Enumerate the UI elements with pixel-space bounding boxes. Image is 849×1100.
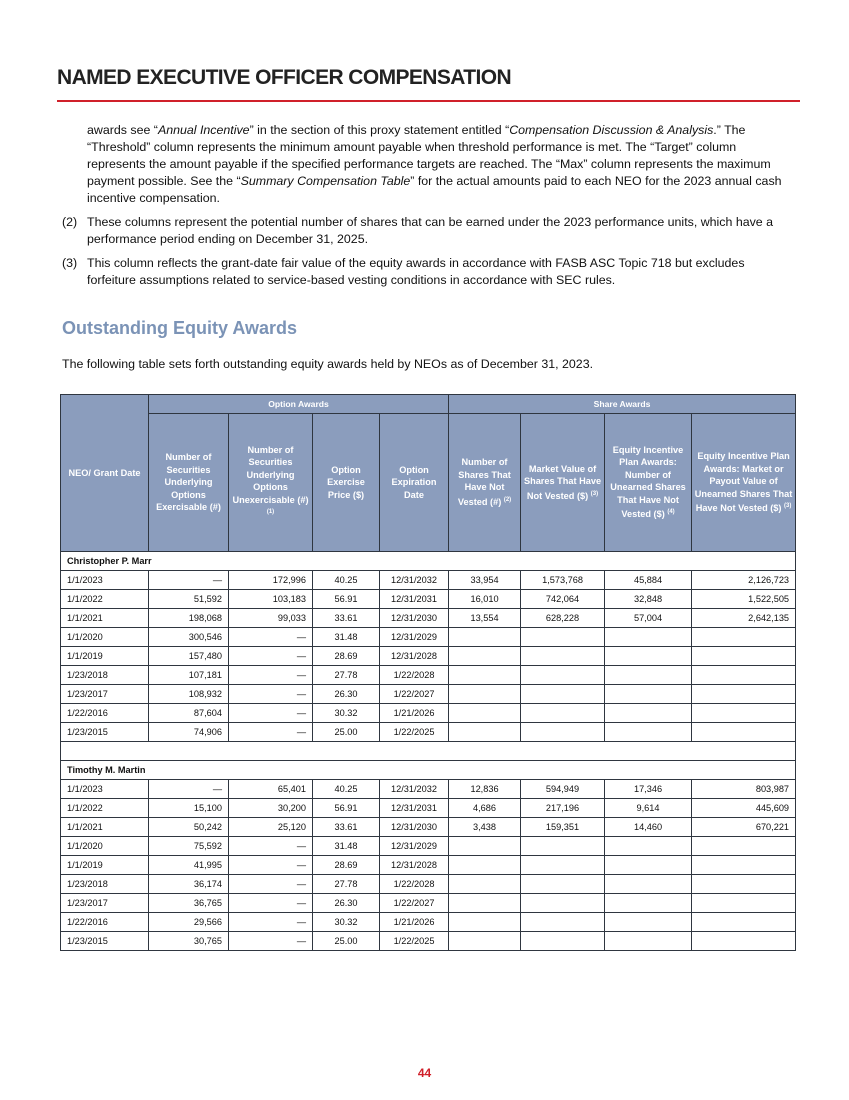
table-cell [692,894,796,913]
table-cell [605,856,692,875]
table-cell: 628,228 [521,609,605,628]
page-header-title: NAMED EXECUTIVE OFFICER COMPENSATION [57,66,512,89]
table-cell: 30.32 [313,913,380,932]
table-cell: 217,196 [521,799,605,818]
table-cell: 12/31/2029 [380,628,449,647]
table-cell: 14,460 [605,818,692,837]
table-cell: 40.25 [313,571,380,590]
footnote-2 [62,214,790,255]
table-cell [449,913,521,932]
col-header-text: Number of Securities Underlying Options Unexercisable (#) [232,444,309,505]
table-cell: 159,351 [521,818,605,837]
spacer-cell [61,742,796,761]
table-cell [692,932,796,951]
table-cell: 1/23/2015 [61,932,149,951]
table-cell: 198,068 [149,609,229,628]
footnote-ref: (4) [667,509,675,516]
table-cell [605,647,692,666]
table-cell: 1/21/2026 [380,704,449,723]
table-cell: 51,592 [149,590,229,609]
table-row [61,837,796,856]
footnote-text: ” for the actual amounts paid to each NEO for the 2023 annual cash incentive compensation. [87,174,782,205]
table-row [61,780,796,799]
table-cell: 1/22/2028 [380,666,449,685]
table-cell [521,932,605,951]
table-row [61,856,796,875]
table-cell: 31.48 [313,628,380,647]
table-cell: 12/31/2032 [380,780,449,799]
footnote-number: (2) [62,215,78,229]
table-cell [449,723,521,742]
table-cell: 1/23/2015 [61,723,149,742]
col-header-unearned-number [605,414,692,552]
col-header-not-vested [449,414,521,552]
table-cell: 25,120 [229,818,313,837]
table-cell [521,856,605,875]
table-cell: 1/23/2018 [61,875,149,894]
section-intro: The following table sets forth outstanding equity awards held by NEOs as of December 31, 2023. [62,357,594,371]
table-cell: — [229,666,313,685]
table-cell: 30,200 [229,799,313,818]
footnote-number: (3) [62,256,78,270]
table-cell: 27.78 [313,875,380,894]
table-cell: 172,996 [229,571,313,590]
footnote-ref: (2) [503,496,512,503]
table-row [61,685,796,704]
col-header-unearned-value [692,414,796,552]
table-cell [605,704,692,723]
table-cell: 33.61 [313,818,380,837]
table-cell: 36,174 [149,875,229,894]
table-cell: 25.00 [313,932,380,951]
table-cell: 12/31/2028 [380,856,449,875]
table-cell: 1,573,768 [521,571,605,590]
table-cell: 17,346 [605,780,692,799]
footnote-italic: Compensation Discussion & Analysis [509,123,714,137]
table-row [61,932,796,951]
table-cell: 1/1/2019 [61,856,149,875]
table-cell: 1/22/2027 [380,894,449,913]
table-cell: 15,100 [149,799,229,818]
table-cell: 12,836 [449,780,521,799]
table-cell [692,723,796,742]
table-cell: 1,522,505 [692,590,796,609]
col-header-exercisable: Number of Securities Underlying Options Exercisable (#) [149,414,229,552]
footnote-ref: (3) [784,503,792,510]
table-cell [692,875,796,894]
table-cell [449,628,521,647]
footnote-1-continuation [62,122,790,207]
table-cell [605,628,692,647]
table-cell: 87,604 [149,704,229,723]
table-cell [521,723,605,742]
table-cell: 742,064 [521,590,605,609]
table-cell [692,913,796,932]
footnote-italic: Annual Incentive [157,123,250,137]
footnote-ref: (3) [590,490,599,497]
table-cell [449,704,521,723]
table-row [61,818,796,837]
table-cell: 30,765 [149,932,229,951]
table-cell: 56.91 [313,590,380,609]
table-cell: 75,592 [149,837,229,856]
table-cell [605,913,692,932]
table-cell: 12/31/2030 [380,609,449,628]
table-cell: 1/21/2026 [380,913,449,932]
table-cell [521,647,605,666]
table-cell: 29,566 [149,913,229,932]
table-cell: 50,242 [149,818,229,837]
table-row [61,609,796,628]
table-cell [449,647,521,666]
table-cell: — [149,571,229,590]
table-cell [692,628,796,647]
table-row [61,571,796,590]
table-cell [692,685,796,704]
footnote-text: awards see “ [87,123,158,137]
table-row [61,723,796,742]
table-cell [449,666,521,685]
page-number: 44 [417,1066,432,1080]
table-cell: 1/22/2025 [380,723,449,742]
table-cell: 2,642,135 [692,609,796,628]
table-cell: 45,884 [605,571,692,590]
table-cell [605,875,692,894]
neo-name: Timothy M. Martin [61,761,796,780]
neo-name: Christopher P. Marr [61,552,796,571]
table-cell [692,856,796,875]
table-cell [605,685,692,704]
neo-name-row [61,552,796,571]
table-cell: 300,546 [149,628,229,647]
group-header-share-awards: Share Awards [449,395,796,414]
table-cell: 33,954 [449,571,521,590]
table-cell [521,875,605,894]
table-cell: 1/23/2017 [61,685,149,704]
table-cell [605,894,692,913]
table-cell: 26.30 [313,894,380,913]
table-cell: 3,438 [449,818,521,837]
col-header-exercise-price: Option Exercise Price ($) [313,414,380,552]
header-divider [57,100,800,102]
table-cell: 670,221 [692,818,796,837]
table-cell: 1/1/2020 [61,837,149,856]
table-cell: 103,183 [229,590,313,609]
table-row [61,704,796,723]
table-cell: — [229,685,313,704]
table-row [61,628,796,647]
table-cell: 1/1/2022 [61,799,149,818]
table-cell [521,894,605,913]
table-cell: 1/23/2017 [61,894,149,913]
table-row [61,913,796,932]
table-cell: 1/1/2023 [61,571,149,590]
table-cell [692,837,796,856]
table-cell: 28.69 [313,647,380,666]
table-cell: 12/31/2031 [380,590,449,609]
table-cell: — [229,837,313,856]
table-cell: 594,949 [521,780,605,799]
table-cell: 31.48 [313,837,380,856]
table-cell: — [229,647,313,666]
table-cell: 1/1/2021 [61,818,149,837]
table-cell: 1/22/2027 [380,685,449,704]
table-cell: 65,401 [229,780,313,799]
table-body [61,552,796,951]
table-cell: 36,765 [149,894,229,913]
table-cell: 99,033 [229,609,313,628]
table-cell [692,647,796,666]
table-cell: — [229,723,313,742]
table-row [61,666,796,685]
table-cell [605,837,692,856]
col-header-neo: NEO/ Grant Date [61,395,149,552]
table-cell [521,837,605,856]
table-cell: — [229,913,313,932]
col-header-market-value [521,414,605,552]
col-header-text: Equity Incentive Plan Awards: Market or Payout Value of Unearned Shares That Have Not Vested ($) [694,451,793,514]
table-cell: 28.69 [313,856,380,875]
table-cell: 41,995 [149,856,229,875]
table-cell [449,685,521,704]
table-cell [449,875,521,894]
table-cell: 1/22/2016 [61,913,149,932]
table-cell: 108,932 [149,685,229,704]
table-cell [449,932,521,951]
table-cell: — [229,894,313,913]
group-header-option-awards: Option Awards [149,395,449,414]
table-cell: 1/1/2022 [61,590,149,609]
table-cell [521,704,605,723]
table-cell: 33.61 [313,609,380,628]
table-cell: 157,480 [149,647,229,666]
col-header-unexercisable [229,414,313,552]
table-cell: 107,181 [149,666,229,685]
table-cell: — [149,780,229,799]
footnote-text: ” in the section of this proxy statement entitled “ [249,123,510,137]
footnote-3 [62,255,790,296]
table-cell: 1/22/2028 [380,875,449,894]
table-cell [521,685,605,704]
table-cell: 803,987 [692,780,796,799]
footnote-text: .” The “Threshold” column represents the minimum amount payable when threshold performance is met. The “Target” column represents the amount payable if the specified performance targets are reached. The “Max” column represents the maximum payment possible. See the “ [87,123,771,188]
table-cell [521,913,605,932]
table-cell [605,932,692,951]
table-cell: 32,848 [605,590,692,609]
col-header-text: Number of Shares That Have Not Vested (#) [457,457,511,508]
table-cell [692,704,796,723]
table-cell: — [229,628,313,647]
table-cell: 2,126,723 [692,571,796,590]
table-cell: — [229,875,313,894]
table-cell: 12/31/2030 [380,818,449,837]
table-cell: 1/1/2021 [61,609,149,628]
table-cell: 26.30 [313,685,380,704]
table-cell [521,666,605,685]
table-cell [605,723,692,742]
table-cell: 1/1/2019 [61,647,149,666]
spacer-row [61,742,796,761]
table-cell: — [229,704,313,723]
table-cell: 1/23/2018 [61,666,149,685]
table-cell [605,666,692,685]
footnote-italic: Summary Compensation Table [240,174,411,188]
table-cell: 1/1/2020 [61,628,149,647]
footnotes [62,122,790,296]
table-cell: 445,609 [692,799,796,818]
table-row [61,799,796,818]
neo-name-row [61,761,796,780]
section-title: Outstanding Equity Awards [62,318,298,338]
table-cell: 40.25 [313,780,380,799]
table-cell: — [229,932,313,951]
table-cell: 12/31/2029 [380,837,449,856]
outstanding-equity-table [60,394,796,951]
table-cell: — [229,856,313,875]
table-cell [449,894,521,913]
table-cell [692,666,796,685]
table-row [61,647,796,666]
table-row [61,590,796,609]
col-header-expiration: Option Expiration Date [380,414,449,552]
footnote-text: These columns represent the potential number of shares that can be earned under the 2023 performance units, which have a performance period ending on December 31, 2025. [87,215,774,246]
footnote-ref: (1) [266,509,275,516]
table-cell: 25.00 [313,723,380,742]
table-cell [449,856,521,875]
table-cell: 12/31/2028 [380,647,449,666]
table-cell: 4,686 [449,799,521,818]
table-cell: 1/22/2025 [380,932,449,951]
table-cell: 1/1/2023 [61,780,149,799]
table-cell: 57,004 [605,609,692,628]
table-cell: 16,010 [449,590,521,609]
table-cell: 56.91 [313,799,380,818]
table-cell: 27.78 [313,666,380,685]
table-cell [449,837,521,856]
table-row [61,894,796,913]
table-cell: 12/31/2031 [380,799,449,818]
table-cell: 1/22/2016 [61,704,149,723]
table-cell: 13,554 [449,609,521,628]
table-cell [521,628,605,647]
footnote-text: This column reflects the grant-date fair value of the equity awards in accordance with FASB ASC Topic 718 but excludes forfeiture assumptions related to service-based vesting conditions in accordance with SEC rules. [87,256,745,287]
table-cell: 30.32 [313,704,380,723]
table-cell: 9,614 [605,799,692,818]
table-cell: 12/31/2032 [380,571,449,590]
table-cell: 74,906 [149,723,229,742]
col-header-text: Equity Incentive Plan Awards: Number of Unearned Shares That Have Not Vested ($) [610,444,686,520]
col-header-text: Market Value of Shares That Have Not Vested ($) [523,463,602,501]
table-row [61,875,796,894]
